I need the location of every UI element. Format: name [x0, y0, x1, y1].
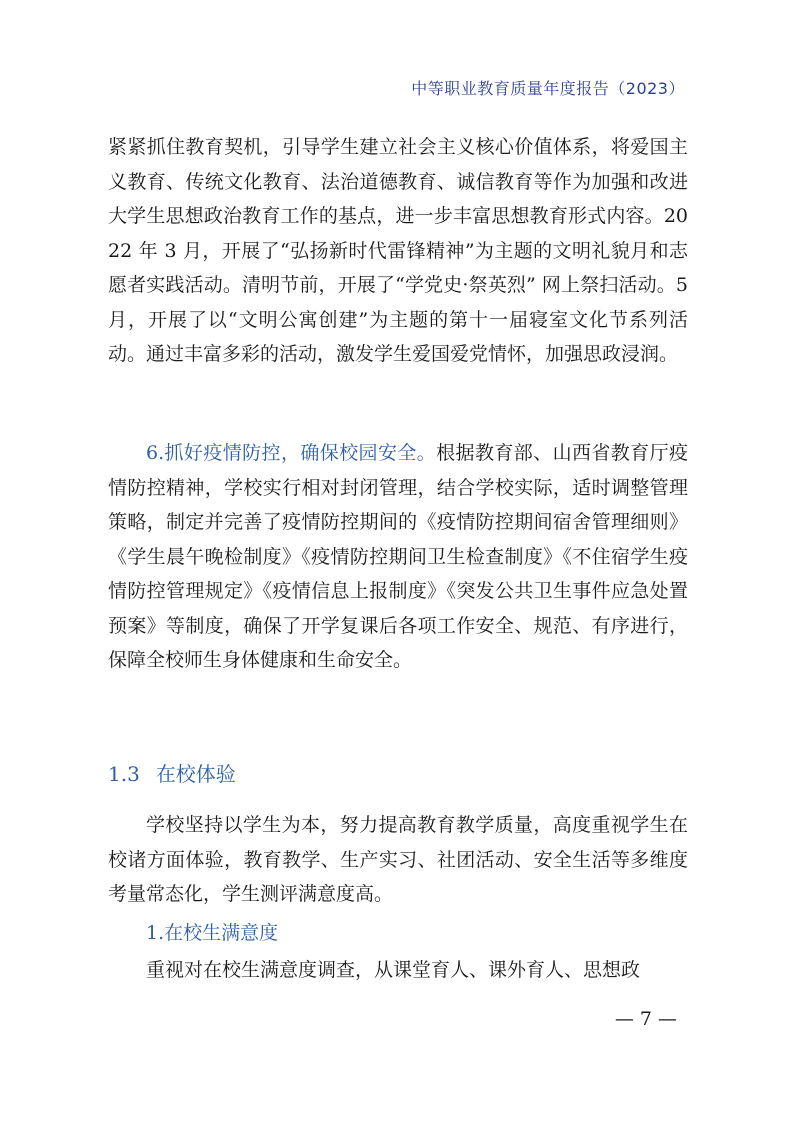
section-title: 在校体验 — [155, 762, 236, 786]
page-header-title: 中等职业教育质量年度报告（2023） — [411, 79, 685, 98]
section-number: 1.3 — [108, 762, 140, 786]
page-number: — 7 — — [614, 1008, 677, 1030]
body-paragraph-satisfaction-survey: 重视对在校生满意度调查，从课堂育人、课外育人、思想政 — [146, 959, 641, 981]
body-paragraph-school-experience: 学校坚持以学生为本，努力提高教育教学质量，高度重视学生在校诸方面体验，教育教学、生产实习、社团活动、安全生活等多维度考量常态化，学生测评满意度高。 — [108, 814, 688, 905]
paragraph-lead-heading: 6.抓好疫情防控，确保校园安全。 — [146, 442, 437, 464]
subsection-heading: 1.在校生满意度 — [146, 922, 279, 944]
section-heading — [108, 758, 236, 787]
paragraph-body-text: 根据教育部、山西省教育厅疫情防控精神，学校实行相对封闭管理，结合学校实际，适时调整管理策略，制定并完善了疫情防控期间的《疫情防控期间宿舍管理细则》《学生晨午晚检制度》《疫情防控期间卫生检查制度》《不住宿学生疫情防控管理规定》《疫情信息上报制度》《突发公共卫生事件应急处置预案》等制度，确保了开学复课后各项工作安全、规范、有序进行，保障全校师生身体健康和生命安全。 — [108, 442, 688, 671]
body-paragraph-epidemic-control — [108, 436, 688, 678]
body-paragraph-moral-education: 紧紧抓住教育契机，引导学生建立社会主义核心价值体系，将爱国主义教育、传统文化教育、法治道德教育、诚信教育等作为加强和改进大学生思想政治教育工作的基点，进一步丰富思想教育形式内容。2022 年 3 月，开展了“弘扬新时代雷锋精神”为主题的文明礼貌月和志愿者实践活动。清明节前，开展了“学党史·祭英烈” 网上祭扫活动。5 月，开展了以“文明公寓创建”为主题的第十一届寝室文化节系列活动。通过丰富多彩的活动，激发学生爱国爱党情怀，加强思政浸润。 — [108, 136, 688, 365]
